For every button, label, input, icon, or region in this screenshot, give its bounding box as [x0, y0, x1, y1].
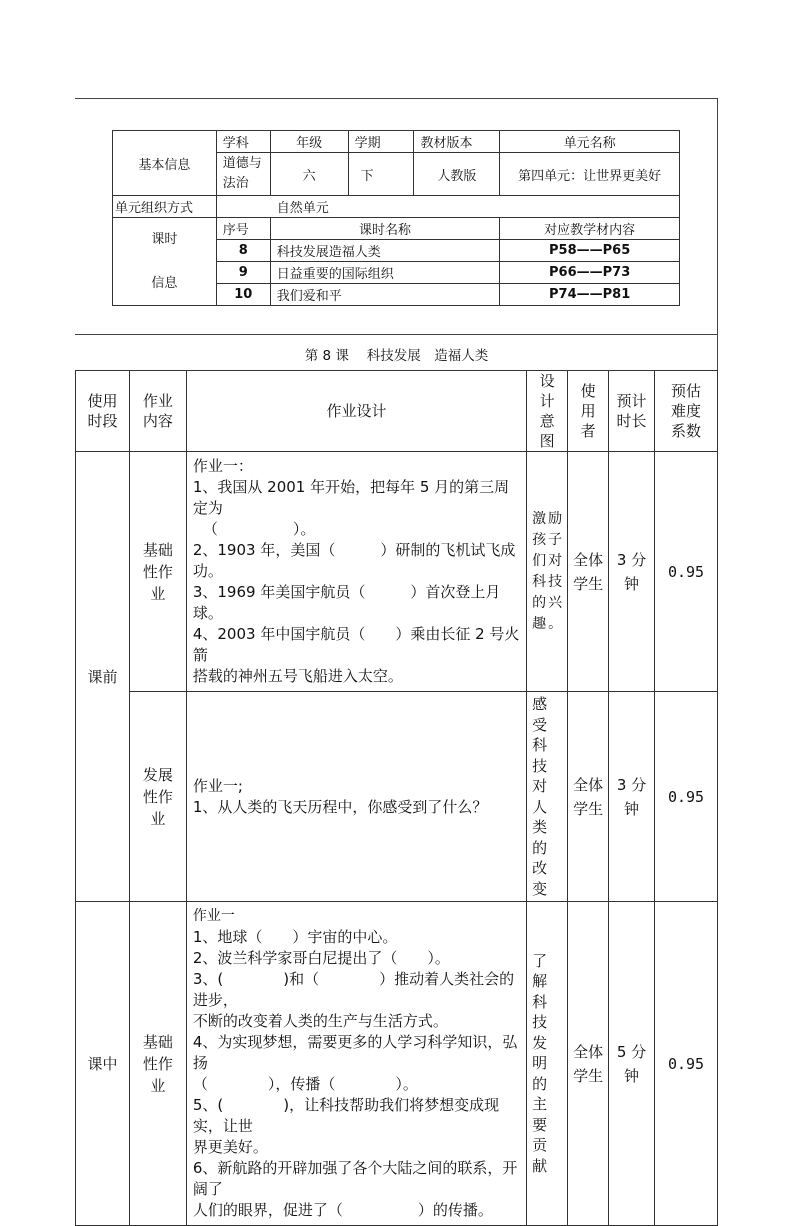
task-line: （ ），传播（ ）。 — [192, 1075, 418, 1093]
table-row — [76, 902, 718, 1226]
lesson-name: 日益重要的国际组织 — [270, 262, 500, 284]
design-intent: 激励孩子们对科技的兴趣。 — [527, 452, 568, 692]
task-line: 2、波兰科学家哥白尼提出了（ ）。 — [192, 949, 450, 967]
task-line: 4、为实现梦想，需要更多的人学习科学知识，弘扬 — [192, 1033, 518, 1072]
value-edition: 人教版 — [414, 153, 500, 196]
header-content: 作业内容 — [129, 371, 186, 452]
lesson-name: 科技发展造福人类 — [270, 240, 500, 262]
lesson-no: 10 — [216, 284, 270, 306]
value-subject: 道德与法治 — [216, 153, 270, 196]
value-grade: 六 — [270, 153, 348, 196]
task-line: 作业一： — [192, 457, 253, 475]
task-line: 3、( )和（ ）推动着人类社会的进步， — [192, 970, 515, 1009]
header-duration: 预计时长 — [609, 371, 655, 452]
unit-org-value: 自然单元 — [216, 196, 679, 218]
task-design — [186, 902, 526, 1226]
task-line: （ ）。 — [202, 520, 316, 538]
value-unit-name: 第四单元：让世界更美好 — [500, 153, 680, 196]
value-term: 下 — [348, 153, 414, 196]
design-intent: 了解科技发明的主要贡献 — [527, 902, 568, 1226]
header-unit-name: 单元名称 — [500, 131, 680, 153]
lesson-header-name: 课时名称 — [270, 218, 500, 240]
task-line: 1、我国从 2001 年开始，把每年 5 月的第三周定为 — [192, 478, 510, 517]
user-cell: 全体学生 — [568, 902, 609, 1226]
lesson-no: 9 — [216, 262, 270, 284]
difficulty-cell: 0.95 — [655, 902, 718, 1226]
user-cell: 全体学生 — [568, 452, 609, 692]
task-line: 3、1969 年美国宇航员（ ）首次登上月球。 — [192, 583, 501, 622]
stage-in-class: 课中 — [76, 902, 130, 1226]
category-development: 发展性作业 — [129, 692, 186, 902]
user-cell: 全体学生 — [568, 692, 609, 902]
header-edition: 教材版本 — [414, 131, 500, 153]
category-basic: 基础性作业 — [129, 452, 186, 692]
lesson-pages: P58——P65 — [500, 240, 680, 262]
header-intent: 设计意图 — [527, 371, 568, 452]
lesson-info-label-top: 课时 — [151, 231, 178, 247]
header-term: 学期 — [348, 131, 414, 153]
table-row — [76, 692, 718, 902]
basic-info-label: 基本信息 — [113, 131, 217, 196]
lesson-name: 我们爱和平 — [270, 284, 500, 306]
lesson-header-no: 序号 — [216, 218, 270, 240]
task-design — [186, 452, 526, 692]
task-line: 4、2003 年中国宇航员（ ）乘由长征 2 号火箭 — [192, 625, 520, 664]
task-line: 人们的眼界，促进了（ ）的传播。 — [192, 1201, 493, 1219]
task-line: 6、新航路的开辟加强了各个大陆之间的联系，开阔了 — [192, 1159, 518, 1198]
task-line: 搭载的神州五号飞船进入太空。 — [192, 667, 403, 685]
header-difficulty: 预估难度系数 — [655, 371, 718, 452]
difficulty-cell: 0.95 — [655, 692, 718, 902]
lesson-title: 第 8 课 科技发展 造福人类 — [304, 348, 489, 364]
task-line: 2、1903 年，美国（ ）研制的飞机试飞成功。 — [192, 541, 516, 580]
duration-cell: 3 分钟 — [609, 692, 655, 902]
header-subject: 学科 — [216, 131, 270, 153]
divider — [75, 334, 718, 335]
duration-cell: 5 分钟 — [609, 902, 655, 1226]
header-design: 作业设计 — [186, 371, 526, 452]
task-line: 作业一 — [192, 908, 235, 924]
task-line: 1、从人类的飞天历程中，你感受到了什么？ — [192, 797, 488, 816]
unit-org-label: 单元组织方式 — [113, 196, 217, 218]
duration-cell: 3 分钟 — [609, 452, 655, 692]
task-line: 界更美好。 — [192, 1138, 268, 1156]
lesson-pages: P74——P81 — [500, 284, 680, 306]
lesson-header-pages: 对应教学材内容 — [500, 218, 680, 240]
category-basic: 基础性作业 — [129, 902, 186, 1226]
header-user: 使用者 — [568, 371, 609, 452]
lesson-no: 8 — [216, 240, 270, 262]
task-line: 1、地球（ ）宇宙的中心。 — [192, 928, 398, 946]
lesson-info-label-bottom: 信息 — [151, 275, 178, 291]
stage-before-class: 课前 — [76, 452, 130, 902]
task-line: 作业一; — [192, 776, 243, 795]
difficulty-cell: 0.95 — [655, 452, 718, 692]
lesson-pages: P66——P73 — [500, 262, 680, 284]
task-line: 5、( )，让科技帮助我们将梦想变成现实，让世 — [192, 1096, 500, 1135]
basic-info-table — [112, 130, 680, 306]
task-design — [186, 692, 526, 902]
table-row — [76, 452, 718, 692]
lesson-info-label — [113, 218, 217, 306]
design-intent: 感受科技对人类的改变 — [527, 692, 568, 902]
homework-table — [75, 370, 718, 1226]
task-line: 不断的改变着人类的生产与生活方式。 — [192, 1012, 448, 1030]
header-stage: 使用时段 — [76, 371, 130, 452]
header-grade: 年级 — [270, 131, 348, 153]
